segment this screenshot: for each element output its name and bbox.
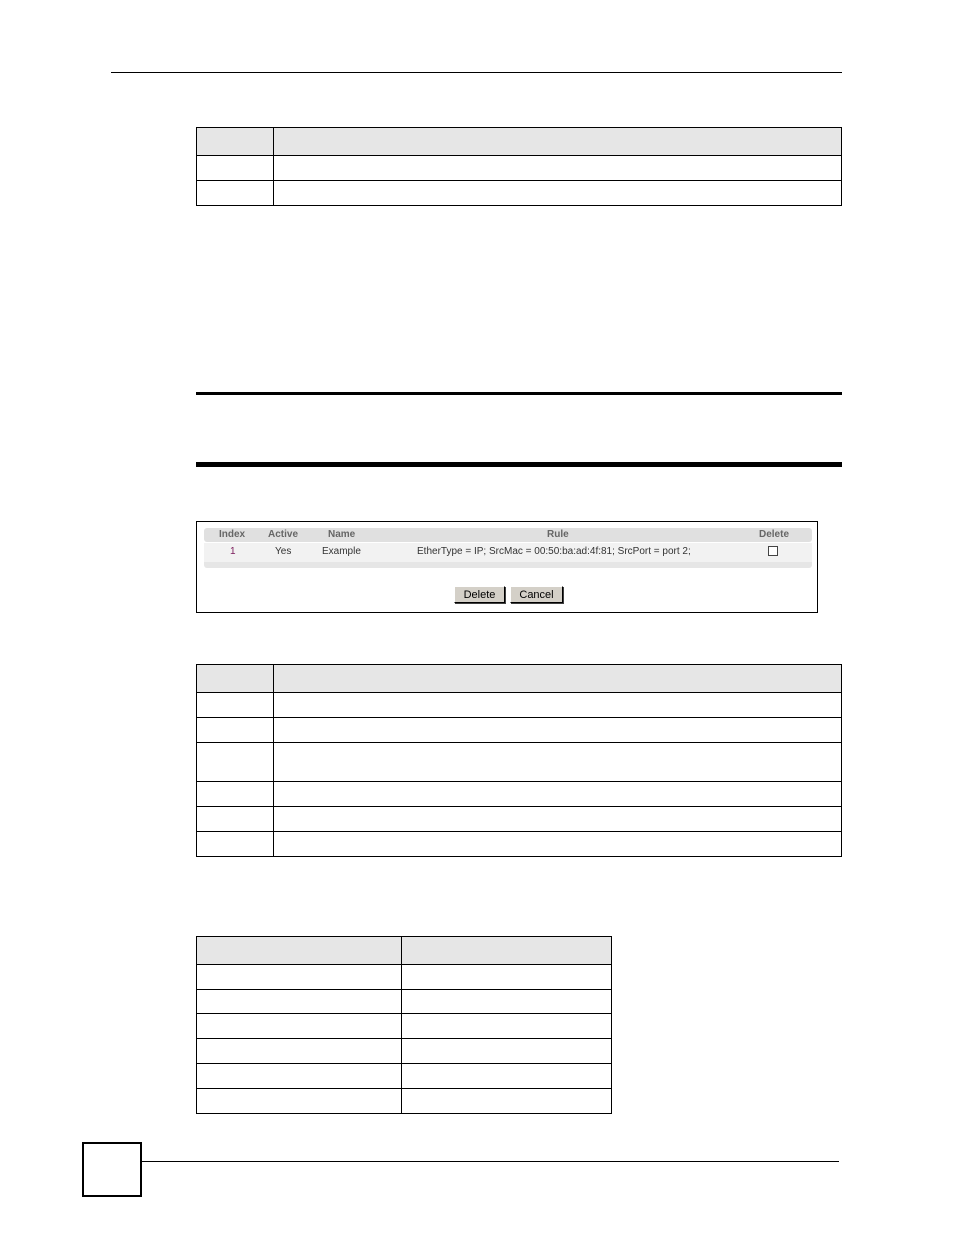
table-header-row bbox=[197, 128, 842, 156]
table-row bbox=[197, 990, 612, 1014]
table-row bbox=[197, 807, 842, 832]
header-rule bbox=[111, 72, 842, 73]
table-row bbox=[197, 718, 842, 743]
table-common-ethernet-types bbox=[196, 936, 612, 1114]
column-index: Index bbox=[219, 529, 246, 540]
section-rule-bottom bbox=[196, 462, 842, 467]
row-name: Example bbox=[322, 546, 361, 557]
table-header-row bbox=[197, 937, 612, 965]
footer-rule bbox=[140, 1161, 839, 1162]
row-rule: EtherType = IP; SrcMac = 00:50:ba:ad:4f:81; SrcPort = port 2; bbox=[417, 546, 691, 557]
section-rule-top bbox=[196, 392, 842, 395]
table-row bbox=[197, 1064, 612, 1089]
table-row bbox=[197, 1014, 612, 1039]
table-row bbox=[197, 1039, 612, 1064]
column-name: Name bbox=[328, 529, 356, 540]
page-number-box bbox=[82, 1142, 142, 1197]
table-row bbox=[197, 743, 842, 782]
table-row bbox=[197, 181, 842, 206]
column-active: Active bbox=[268, 529, 299, 540]
table-row bbox=[197, 693, 842, 718]
delete-button[interactable]: Delete bbox=[454, 586, 505, 603]
row-active: Yes bbox=[275, 546, 292, 557]
table-row bbox=[197, 1089, 612, 1114]
table-top bbox=[196, 127, 842, 206]
table-row bbox=[197, 156, 842, 181]
classifier-summary-screen bbox=[196, 521, 818, 613]
column-delete: Delete bbox=[759, 529, 790, 540]
cancel-button[interactable]: Cancel bbox=[510, 586, 563, 603]
table-row bbox=[197, 965, 612, 990]
row-index-link[interactable]: 1 bbox=[230, 546, 236, 557]
table-row bbox=[197, 832, 842, 857]
table-row bbox=[197, 782, 842, 807]
screen-bottom-bar bbox=[204, 562, 812, 568]
row-delete-checkbox[interactable] bbox=[768, 546, 778, 556]
column-rule: Rule bbox=[547, 529, 569, 540]
table-header-row bbox=[197, 665, 842, 693]
table-field-descriptions bbox=[196, 664, 842, 857]
